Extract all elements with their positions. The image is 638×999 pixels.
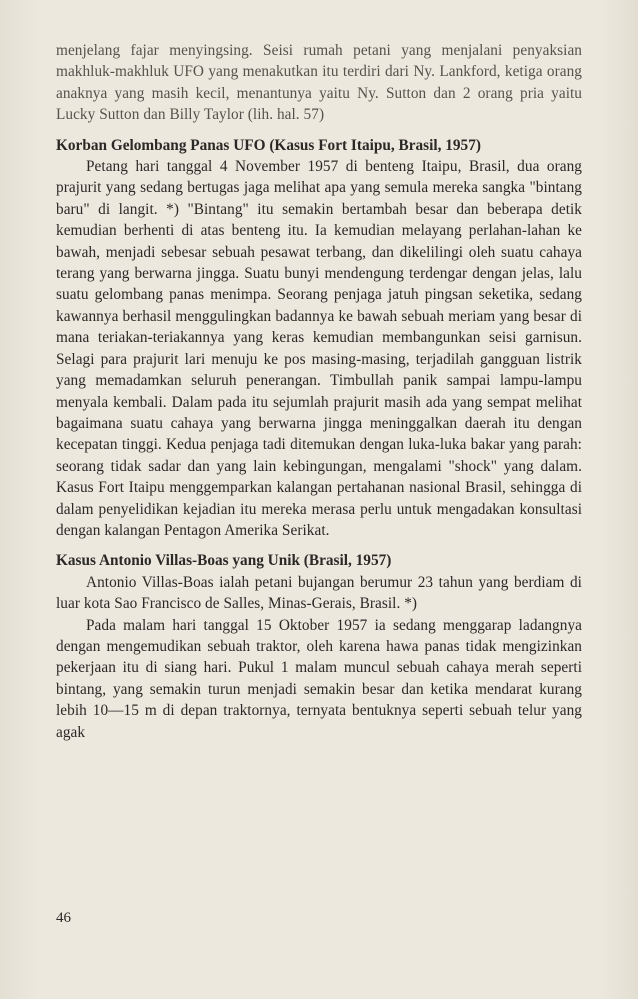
intro-paragraph: menjelang fajar menyingsing. Seisi rumah petani yang menjalani penyaksian makhluk-makhluk UFO yang menakutkan itu terdiri dari Ny. Lankford, ketiga orang anaknya yang masih kecil, menantunya yaitu Ny. Sutton dan 2 orang pria yaitu Lucky Sutton dan Billy Taylor (lih. hal. 57) [56,42,582,124]
section-paragraph-villas-boas-night: Pada malam hari tanggal 15 Oktober 1957 ia sedang menggarap ladangnya dengan mengemudikan sebuah traktor, oleh karena hawa panas tidak mengizinkan pekerjaan itu di siang hari. Pukul 1 malam muncul sebuah cahaya merah seperti bintang, yang semakin turun menjadi semakin besar dan ketika mendarat kurang lebih 10—15 m di depan traktornya, ternyata bentuknya seperti sebuah telur yang agak [56,616,582,741]
section-paragraph-fort-itaipu: Petang hari tanggal 4 November 1957 di benteng Itaipu, Brasil, dua orang prajurit yang sedang bertugas jaga melihat apa yang semula mereka sangka "bintang baru" di langit. *) "Bintang" itu semakin bertambah besar dan beberapa detik kemudian berhenti di atas benteng itu. Ia kemudian melayang perlahan-lahan ke bawah, menjadi sebesar sebuah pesawat terbang, dan dikelilingi oleh suatu cahaya terang yang berwarna jingga. Suatu bunyi mendengung terdengar dengan jelas, lalu suatu gelombang panas menimpa. Seorang penjaga jatuh pingsan seketika, sedang kawannya berhasil menggulingkan badannya ke bawah sebuah meriam yang besar di mana teriakan-teriakannya yang keras kemudian membangunkan seisi garnisun. Selagi para prajurit lari menuju ke pos masing-masing, terjadilah gangguan listrik yang memadamkan seluruh penerangan. Timbullah panik sampai lampu-lampu menyala kembali. Dalam pada itu sejumlah prajurit masih ada yang sempat melihat bagaimana suatu cahaya yang berwarna jingga meninggalkan daerah itu dengan kecepatan tinggi. Kedua penjaga tadi ditemukan dengan luka-luka bakar yang parah: seorang tidak sadar dan yang lain kebingungan, mengalami "shock" yang dalam. Kasus Fort Itaipu menggemparkan kalangan pertahanan nasional Brasil, sehingga di dalam penyelidikan kejadian itu mereka merasa perlu untuk mengadakan konsultasi dengan kalangan Pentagon Amerika Serikat. [56,158,582,539]
section-heading-villas-boas: Kasus Antonio Villas-Boas yang Unik (Brasil, 1957) [56,552,392,570]
page-number: 46 [56,910,71,926]
section-paragraph-villas-boas-intro: Antonio Villas-Boas ialah petani bujangan berumur 23 tahun yang berdiam di luar kota Sao Francisco de Salles, Minas-Gerais, Brasil. *) [56,573,582,613]
section-heading-fort-itaipu: Korban Gelombang Panas UFO (Kasus Fort Itaipu, Brasil, 1957) [56,136,481,154]
